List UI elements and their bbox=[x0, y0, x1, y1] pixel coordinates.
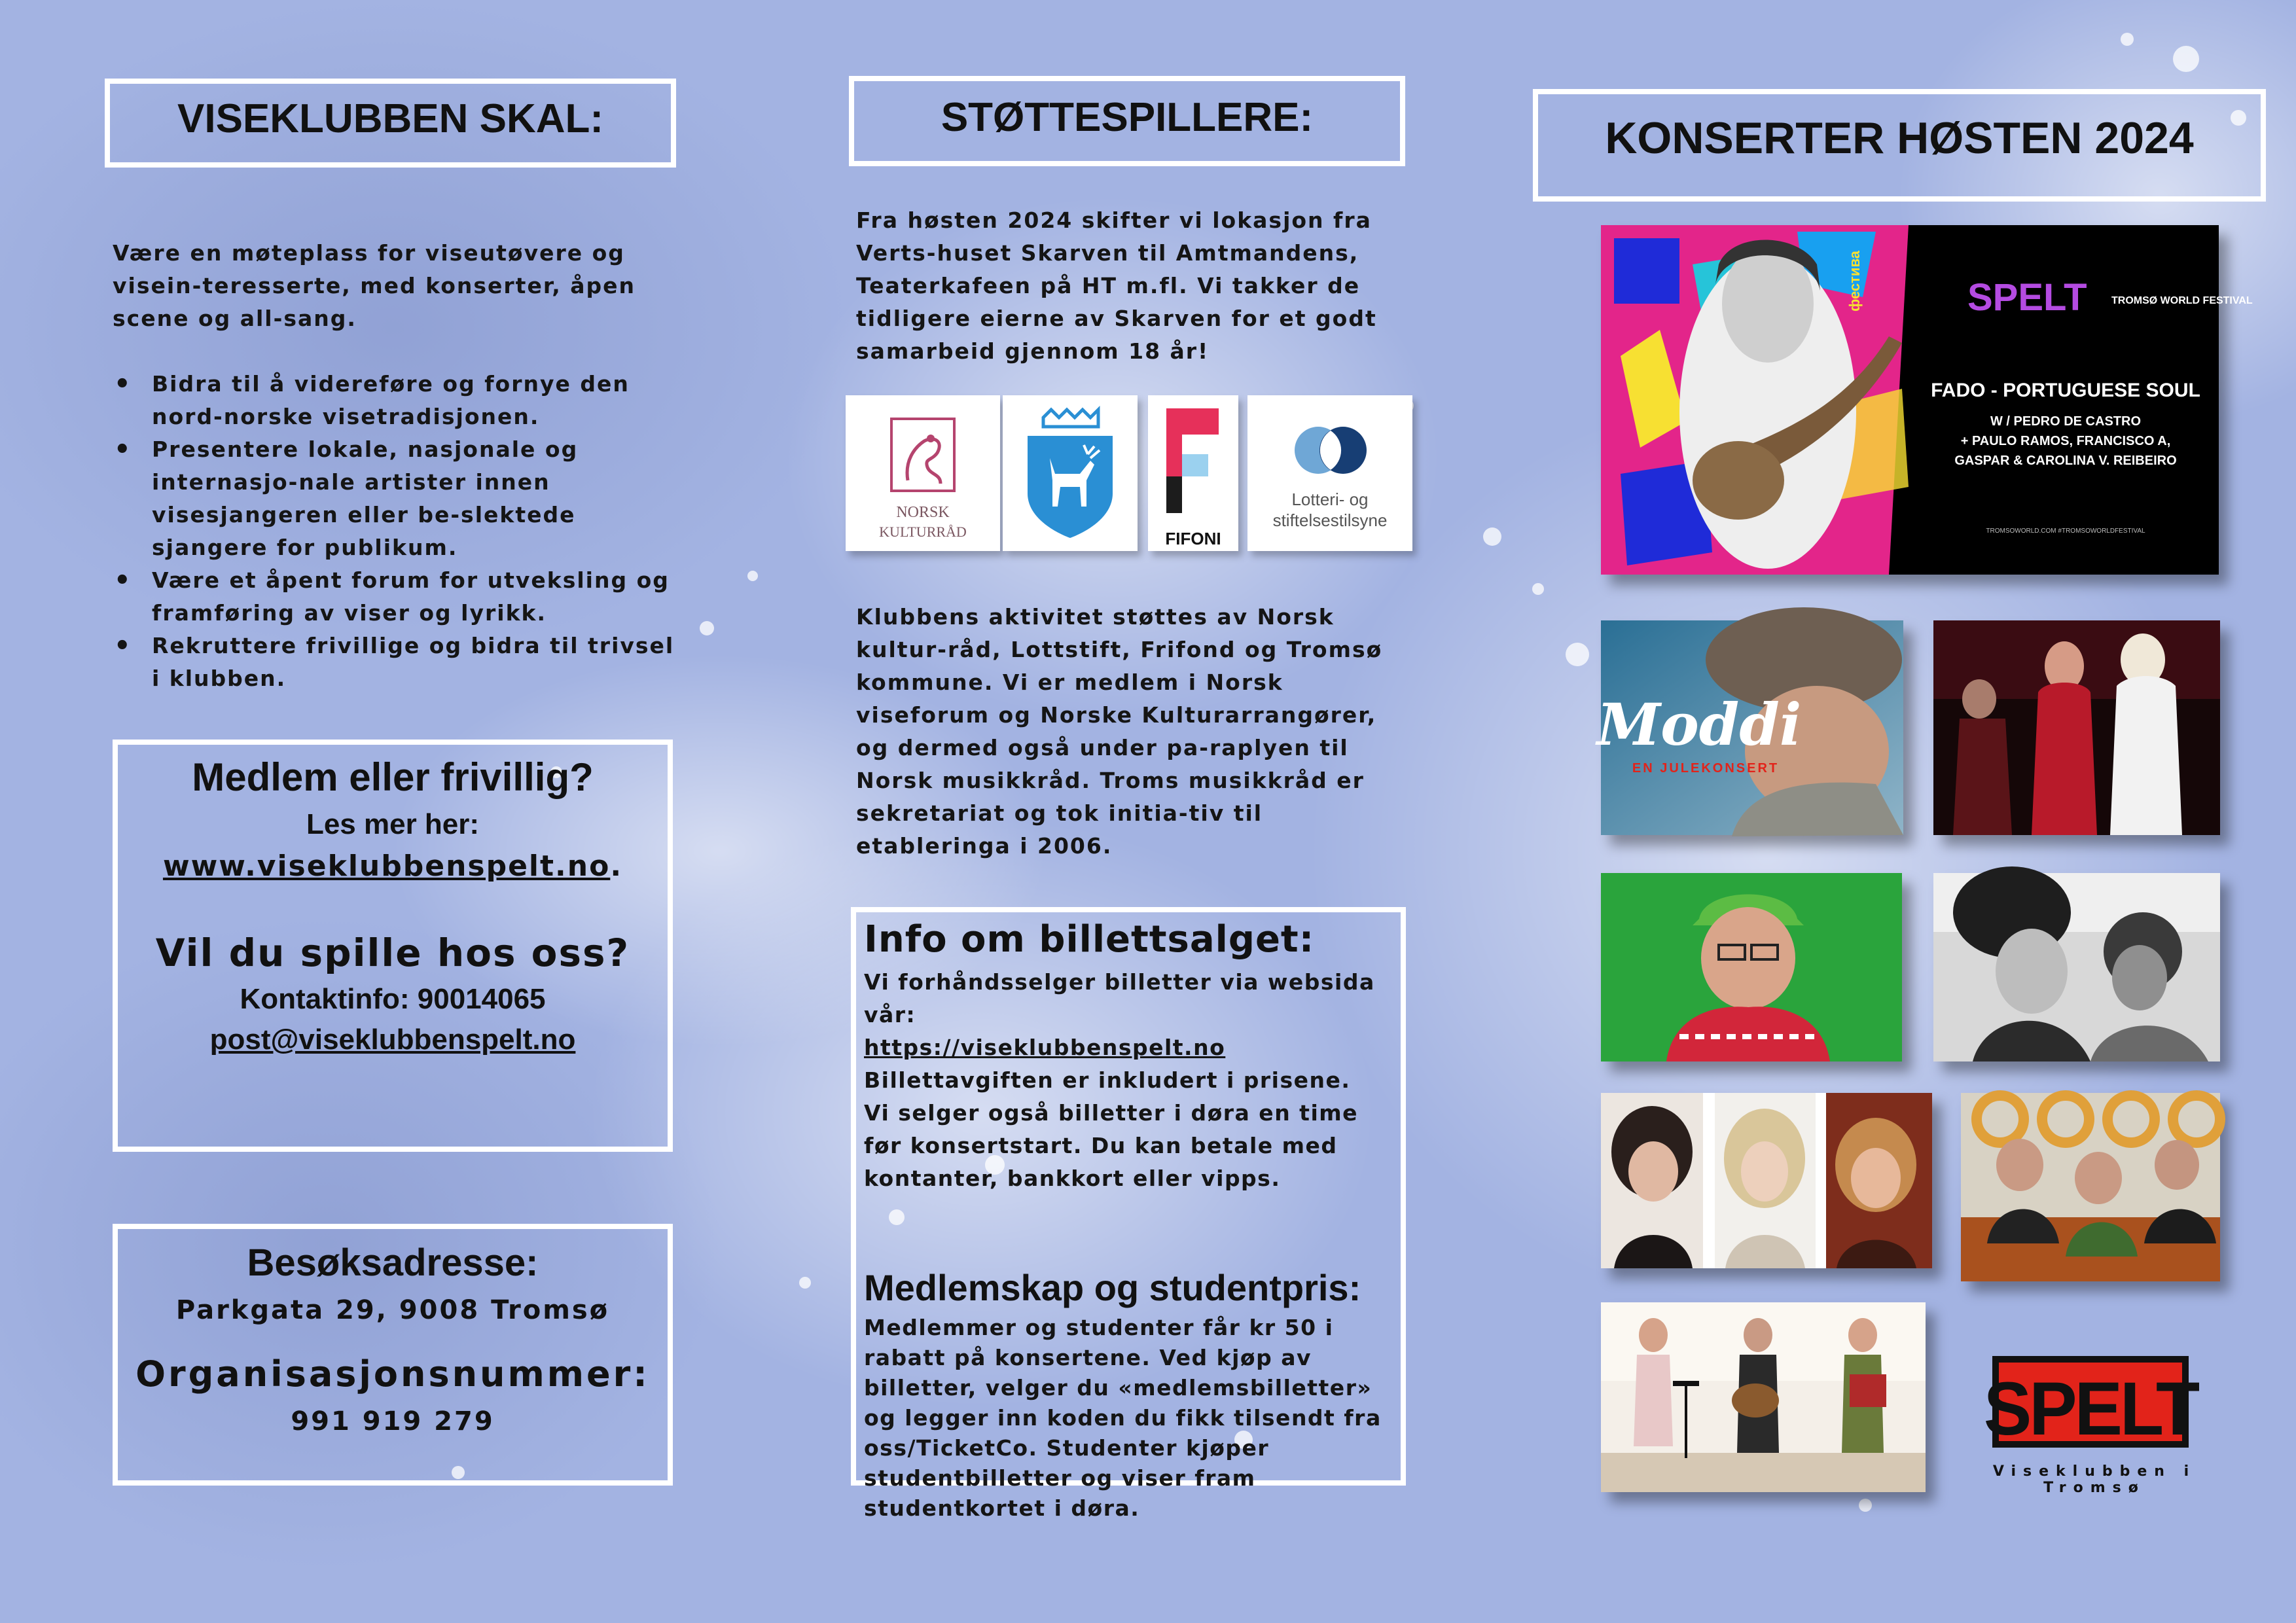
contact-phone: Kontaktinfo: 90014065 bbox=[240, 983, 546, 1015]
fado-poster bbox=[1601, 225, 2253, 575]
read-more-label: Les mer her: bbox=[306, 808, 480, 840]
spelt-logo-word: SPELT bbox=[1983, 1366, 2198, 1451]
bw-duo-photo bbox=[1933, 873, 2220, 1061]
member-content bbox=[118, 751, 668, 1060]
spelt-tagline: Viseklubben i Tromsø bbox=[1992, 1463, 2197, 1496]
frifond-logo bbox=[1148, 395, 1238, 551]
col1-title: VISEKLUBBEN SKAL: bbox=[177, 96, 604, 141]
col3-title: KONSERTER HØSTEN 2024 bbox=[1605, 113, 2194, 163]
org-heading: Organisasjonsnummer: bbox=[135, 1353, 650, 1395]
list-item: • Presentere lokale, nasjonale og internasjo-nale artister innen visesjangeren eller be-slektede sjangere for publikum. bbox=[113, 433, 675, 564]
col1-intro: Være en møteplass for viseutøvere og visein-teresserte, med konserter, åpen scene og all-sang. bbox=[113, 240, 636, 331]
col1-bullet-list bbox=[113, 368, 675, 695]
tickets-line1: Vi forhåndsselger billetter via websida vår: bbox=[864, 969, 1375, 1027]
tickets-url-link[interactable]: https://viseklubbenspelt.no bbox=[864, 1035, 1226, 1060]
trio-stage-photo bbox=[1601, 1302, 1926, 1492]
moddi-subtitle: EN JULEKONSERT bbox=[1632, 761, 1780, 776]
play-heading: Vil du spille hos oss? bbox=[155, 931, 630, 975]
moddi-name: Moddi bbox=[1596, 690, 1802, 758]
fado-festival: TROMSØ WORLD FESTIVAL bbox=[2111, 295, 2253, 306]
email-link[interactable]: post@viseklubbenspelt.no bbox=[209, 1024, 576, 1056]
support-text: Klubbens aktivitet støttes av Norsk kultur-råd, Lottstift, Frifond og Tromsø kommune. Vi er medlem i Norsk viseforum og Norske Kulturarrangører, og dermed også under pa-raplyen til Norsk musikkråd. Troms musikkråd er sekretariat og tok initia-tiv til etableringa i 2006. bbox=[856, 604, 1383, 859]
member-heading: Medlem eller frivillig? bbox=[192, 755, 594, 799]
visit-address: Parkgata 29, 9008 Tromsø bbox=[175, 1295, 610, 1325]
tromso-kommune-logo bbox=[1003, 395, 1138, 551]
membership-heading: Medlemskap og studentpris: bbox=[864, 1267, 1361, 1308]
moddi-photo bbox=[1596, 620, 1903, 835]
fado-line2: + PAULO RAMOS, FRANCISCO A, bbox=[1960, 434, 2171, 448]
list-item: • Være et åpent forum for utveksling og framføring av viser og lyrikk. bbox=[113, 564, 675, 630]
col2-title: STØTTESPILLERE: bbox=[941, 95, 1314, 140]
fado-title: FADO - PORTUGUESE SOUL bbox=[1931, 380, 2200, 401]
stage-singers-photo bbox=[1933, 620, 2220, 835]
lotteri-line2: stiftelsestilsyne bbox=[1272, 510, 1388, 530]
list-item: • Bidra til å videreføre og fornye den nord-norske visetradisjonen. bbox=[113, 368, 675, 433]
visit-content bbox=[118, 1237, 668, 1441]
kulturrad-line1: NORSK bbox=[896, 504, 950, 521]
band-couch-photo bbox=[1961, 1093, 2220, 1281]
green-hat-man-photo bbox=[1601, 873, 1902, 1061]
org-number: 991 919 279 bbox=[291, 1406, 495, 1436]
membership-text: Medlemmer og studenter får kr 50 i rabatt på konsertene. Ved kjøp av billetter, velger du «medlemsbilletter» og legger inn koden du fikk tilsendt fra oss/TicketCo. Studenter kjøper studentbilletter og viser fram studentkortet i døra. bbox=[864, 1315, 1382, 1521]
lotteri-line1: Lotteri- og bbox=[1291, 490, 1369, 509]
fado-cyrillic: фестива bbox=[1846, 251, 1863, 312]
lotteritilsynet-logo bbox=[1247, 395, 1412, 551]
fado-line3: GASPAR & CAROLINA V. REIBEIRO bbox=[1954, 454, 2177, 468]
norsk-kulturrad-logo bbox=[846, 395, 1000, 551]
tickets-heading: Info om billettsalget: bbox=[864, 918, 1315, 961]
spelt-logo bbox=[1983, 1353, 2219, 1458]
tickets-line3: Vi selger også billetter i døra en time før konsertstart. Du kan betale med kontanter, bankkort eller vipps. bbox=[864, 1100, 1359, 1191]
three-women-photo bbox=[1601, 1093, 1932, 1268]
fado-footer: TROMSOWORLD.COM #TROMSOWORLDFESTIVAL bbox=[1986, 527, 2145, 535]
fado-spelt: SPELT bbox=[1967, 276, 2087, 319]
tickets-content bbox=[864, 914, 1401, 1524]
website-link[interactable]: www.viseklubbenspelt.no bbox=[162, 849, 611, 883]
fado-line1: W / PEDRO DE CASTRO bbox=[1990, 414, 2142, 429]
frifond-text: FIFONI bbox=[1165, 529, 1221, 548]
tickets-line2: Billettavgiften er inkludert i prisene. bbox=[864, 1067, 1351, 1093]
visit-heading: Besøksadresse: bbox=[247, 1241, 539, 1284]
website-dot: . bbox=[610, 849, 623, 883]
col2-intro: Fra høsten 2024 skifter vi lokasjon fra Verts-huset Skarven til Amtmandens, Teaterkafeen på HT m.fl. Vi takker de tidligere eierne av Skarven for et godt samarbeid gjennom 18 år! bbox=[856, 207, 1377, 364]
kulturrad-line2: KULTURRÅD bbox=[879, 524, 967, 540]
list-item: • Rekruttere frivillige og bidra til trivsel i klubben. bbox=[113, 630, 675, 695]
